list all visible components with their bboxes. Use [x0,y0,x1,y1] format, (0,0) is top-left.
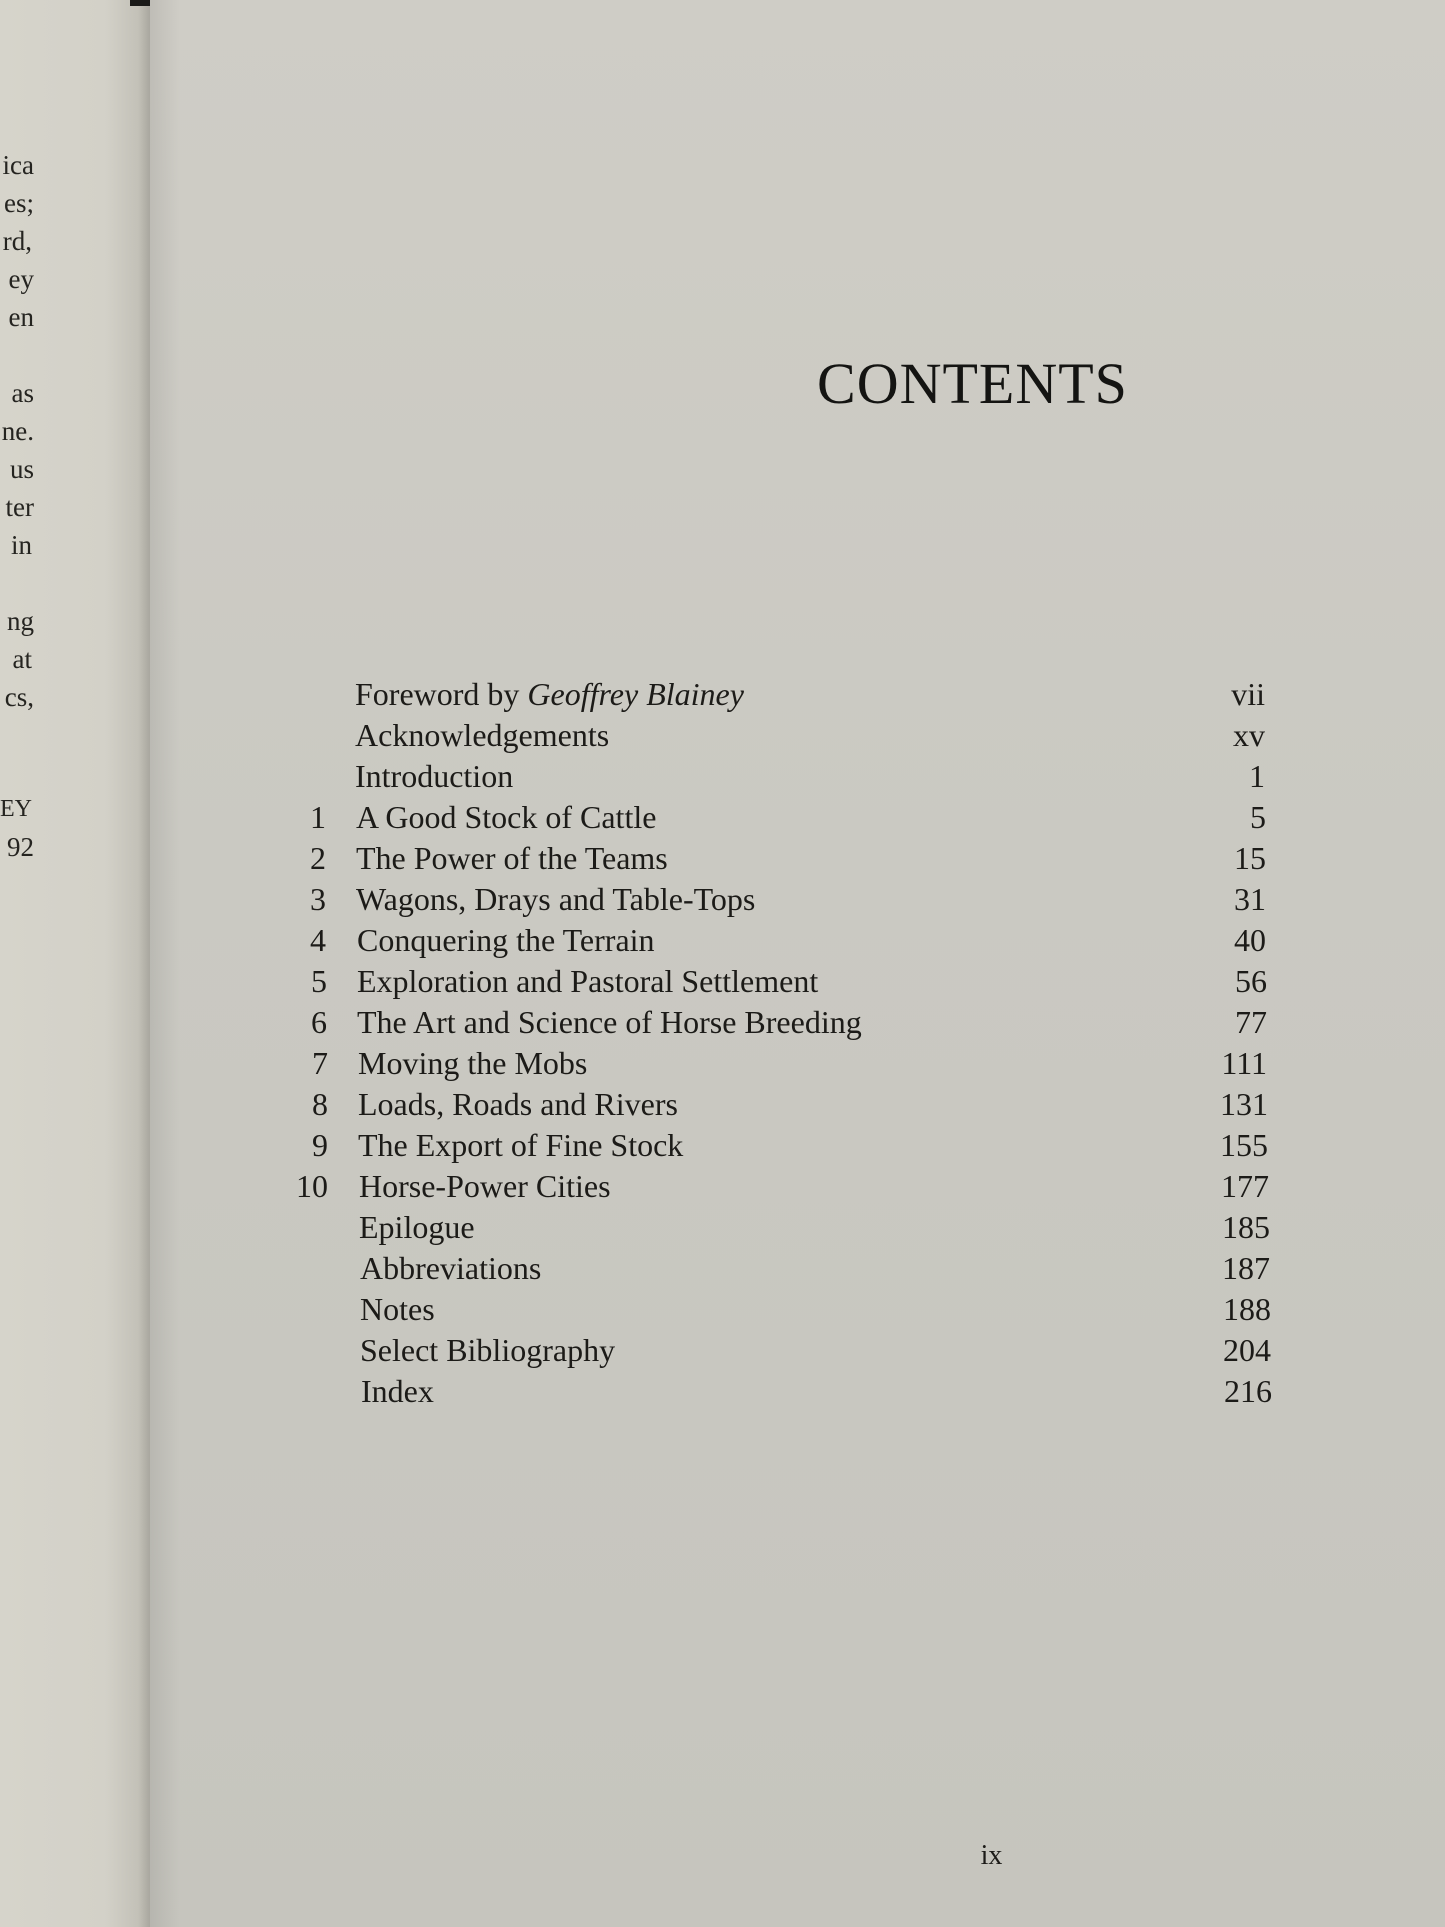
toc-entry-number: 5 [311,963,327,999]
toc-entry-title: Select Bibliography [360,1332,616,1368]
toc-entry-title: A Good Stock of Cattle [356,799,657,835]
left-page-fragment: in [10,530,32,560]
toc-entry [150,1209,1330,1249]
left-page-fragment: EY [0,796,32,822]
toc-entry [150,758,1330,798]
toc-entry-page: 204 [1223,1332,1271,1368]
left-page-fragment: ng [7,606,34,636]
left-page-fragment: ica [2,150,34,180]
toc-entry-title: The Export of Fine Stock [358,1127,684,1163]
toc-entry [150,881,1330,921]
toc-entry [150,922,1330,962]
toc-entry-title: Notes [360,1291,435,1327]
toc-entry-page: 185 [1222,1209,1270,1245]
toc-entry-author: Geoffrey Blainey [527,676,744,712]
toc-entry-title: Introduction [355,758,514,794]
toc-entry-title: Index [361,1373,434,1409]
toc-entry-page: 1 [1249,758,1265,794]
gutter-shadow [150,0,180,1927]
page-number: ix [980,1840,1003,1871]
toc-entry-number: 10 [296,1168,328,1204]
toc-entry [150,840,1330,880]
left-page-fragment: at [12,644,32,674]
toc-entry-title: Epilogue [359,1209,475,1245]
left-page-fragment: us [9,454,34,484]
toc-entry-page: 56 [1235,963,1267,999]
toc-entry-title: Wagons, Drays and Table-Tops [356,881,756,917]
toc-entry [150,1045,1330,1085]
left-page-fragment: en [8,302,34,332]
toc-entry-page: 77 [1235,1004,1267,1040]
left-page-fragment: ter [5,492,34,522]
left-page-fragment: rd, [2,226,32,256]
toc-entry-number: 6 [311,1004,327,1040]
toc-entry-title: Horse-Power Cities [359,1168,611,1204]
toc-entry-page: 177 [1221,1168,1269,1204]
right-page [150,0,1445,1927]
toc-entry-page: 15 [1234,840,1266,876]
toc-entry-number: 2 [310,840,326,876]
toc-entry [150,717,1330,757]
toc-entry-page: 40 [1234,922,1266,958]
toc-entry-page: 131 [1220,1086,1268,1122]
left-page-fragment: es; [4,188,34,218]
toc-entry [150,1127,1330,1167]
toc-entry-page: 187 [1222,1250,1270,1286]
toc-entry [150,1332,1330,1372]
left-page-fragment: cs, [4,682,34,712]
left-page-fragment: ey [8,264,34,294]
toc-entry-title: Loads, Roads and Rivers [358,1086,678,1122]
toc-entry-page: 31 [1234,881,1266,917]
toc-entry-title: Exploration and Pastoral Settlement [357,963,819,999]
toc-entry-number: 3 [310,881,326,917]
toc-entry [150,799,1330,839]
toc-entry-page: vii [1231,676,1265,712]
toc-entry-title: Abbreviations [360,1250,542,1286]
left-page-fragment: as [11,378,34,408]
toc-entry-title: The Power of the Teams [356,840,668,876]
toc-entry-page: xv [1233,717,1265,753]
toc-entry-page: 5 [1250,799,1266,835]
toc-entry [150,1250,1330,1290]
toc-entry-title: Foreword by Geoffrey Blainey [355,676,744,712]
toc-entry-page: 111 [1221,1045,1267,1081]
left-page [0,0,150,1927]
left-page-fragment: 92 [7,832,34,862]
toc-entry [150,963,1330,1003]
toc-entry [150,1004,1330,1044]
toc-entry [150,1373,1330,1413]
toc-entry [150,1086,1330,1126]
toc-entry [150,1168,1330,1208]
toc-entry-title: Conquering the Terrain [357,922,655,958]
toc-entry-number: 9 [312,1127,328,1163]
left-page-fragment: ne. [1,416,34,446]
toc-entry-page: 188 [1223,1291,1271,1327]
toc-entry-page: 216 [1224,1373,1272,1409]
toc-entry [150,1291,1330,1331]
toc-entry-foreword [150,676,1330,716]
toc-entry-number: 4 [310,922,326,958]
toc-entry-page: 155 [1220,1127,1268,1163]
contents-heading: CONTENTS [817,351,1128,416]
toc-entry-number: 8 [312,1086,328,1122]
toc-entry-title: Moving the Mobs [358,1045,588,1081]
toc-entry-number: 7 [312,1045,328,1081]
toc-entry-title: Acknowledgements [355,717,610,753]
toc-entry-number: 1 [310,799,326,835]
toc-entry-title: The Art and Science of Horse Breeding [357,1004,862,1040]
